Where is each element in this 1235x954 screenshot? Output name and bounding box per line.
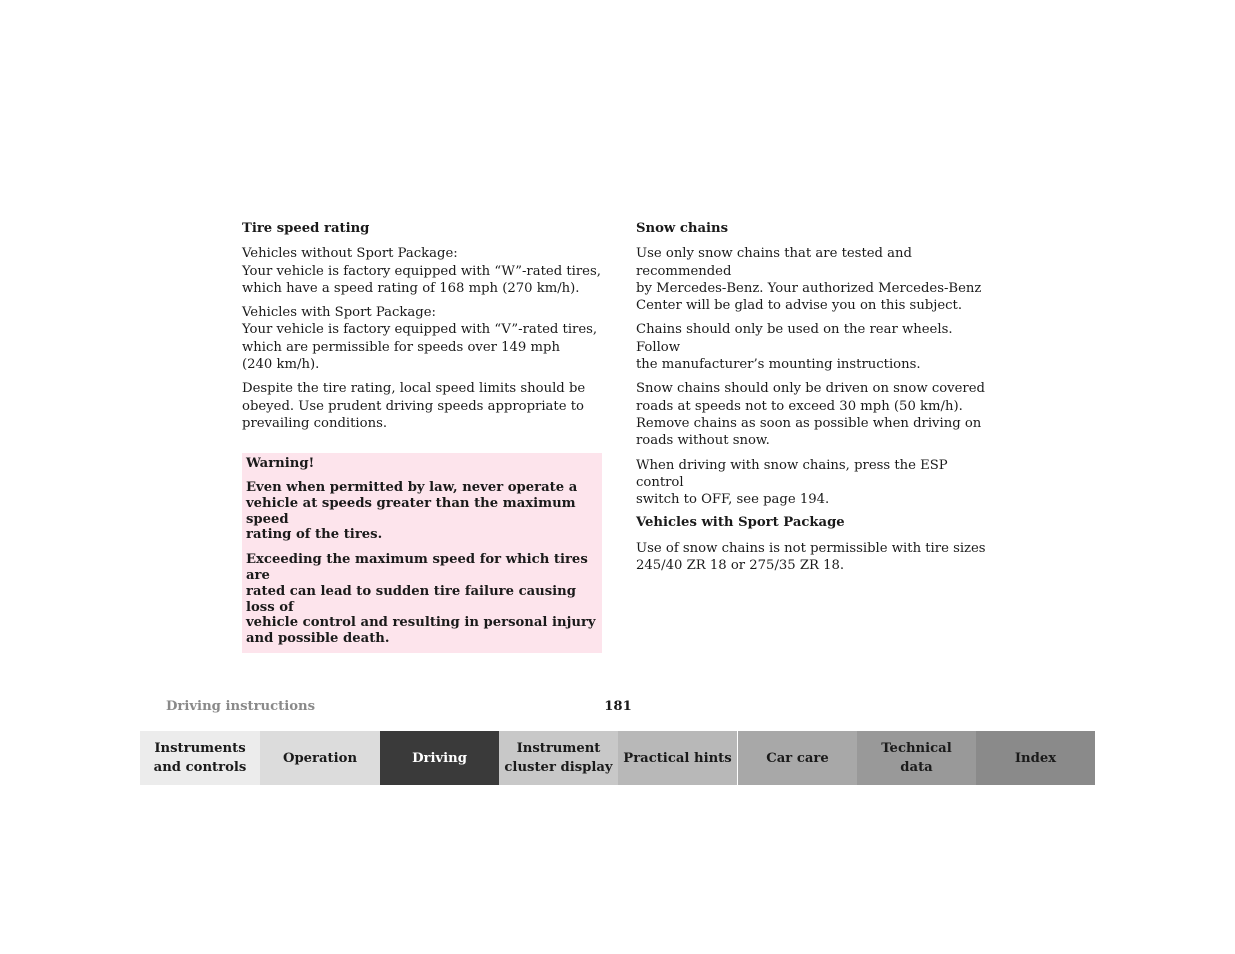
tab-operation[interactable]: Operation [260,731,380,785]
chapter-nav-bar [140,731,1095,785]
warning-paragraph-2: Exceeding the maximum speed for which tires are rated can lead to sudden tire failure causing loss of vehicle control and resulting in personal injury and possible death. [246,552,596,647]
without-sport-package-paragraph: Vehicles without Sport Package: Your vehicle is factory equipped with “W”-rated tires, which have a speed rating of 168 mph (270 km/h). [242,246,601,296]
tab-driving[interactable]: Driving [380,731,499,785]
snow-chains-paragraph-1: Use only snow chains that are tested and recommended by Mercedes-Benz. Your authorized Mercedes-Benz Center will be glad to advise you on this subject. [636,246,982,314]
snow-chains-heading: Snow chains [636,221,729,236]
speed-limits-paragraph: Despite the tire rating, local speed limits should be obeyed. Use prudent driving speeds appropriate to prevailing conditions. [242,381,586,431]
tab-technical-data[interactable]: Technical data [857,731,976,785]
snow-chains-paragraph-4: When driving with snow chains, press the ESP control switch to OFF, see page 194. [636,457,948,508]
left-column [242,220,602,653]
warning-paragraph-1: Even when permitted by law, never operate a vehicle at speeds greater than the maximum speed rating of the tires. [246,480,578,543]
sport-package-paragraph: Use of snow chains is not permissible with tire sizes 245/40 ZR 18 or 275/35 ZR 18. [636,540,986,574]
tab-instrument-cluster-display[interactable]: Instrument cluster display [499,731,618,785]
sport-package-subheading: Vehicles with Sport Package [636,515,845,531]
tab-practical-hints[interactable]: Practical hints [618,731,738,785]
page-number: 181 [604,699,632,714]
warning-title: Warning! [246,456,315,472]
tab-instruments-and-controls[interactable]: Instruments and controls [140,731,260,785]
snow-chains-paragraph-2: Chains should only be used on the rear wheels. Follow the manufacturer’s mounting instructions. [636,322,953,373]
warning-box [242,453,602,653]
tab-index[interactable]: Index [976,731,1095,785]
right-column [636,220,998,581]
tire-speed-rating-heading: Tire speed rating [242,221,370,236]
with-sport-package-paragraph: Vehicles with Sport Package: Your vehicle is factory equipped with “V”-rated tires, which are permissible for speeds over 149 mph (240 km/h). [242,305,598,373]
section-title: Driving instructions [166,699,316,714]
snow-chains-paragraph-3: Snow chains should only be driven on snow covered roads at speeds not to exceed 30 mph (50 km/h). Remove chains as soon as possible when driving on roads without snow. [636,381,985,449]
tab-car-care[interactable]: Car care [738,731,857,785]
